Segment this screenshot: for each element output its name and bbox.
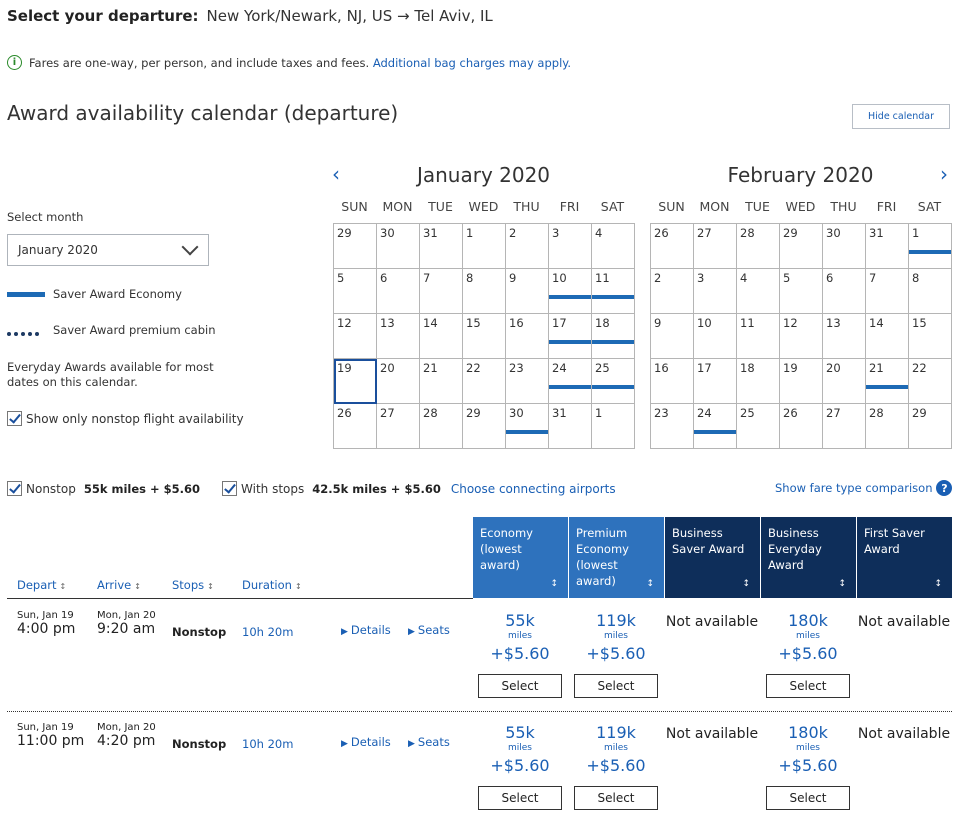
fare-premium-economy xyxy=(569,612,663,664)
sort-depart[interactable] xyxy=(17,578,66,592)
prev-month-icon[interactable]: ‹ xyxy=(332,162,340,186)
col-business-everyday-label: Business Everyday Award xyxy=(768,526,822,572)
fare-tax: +$5.60 xyxy=(586,756,646,775)
sort-depart-label: Depart xyxy=(17,578,57,592)
month-select[interactable] xyxy=(7,234,209,266)
calendar-day-number: 12 xyxy=(783,316,798,330)
calendar-day-number: 27 xyxy=(826,406,841,420)
sort-stops-label: Stops xyxy=(172,578,205,592)
select-premium-button[interactable]: Select xyxy=(574,786,658,810)
route-text: New York/Newark, NJ, US → Tel Aviv, IL xyxy=(206,7,493,25)
calendar-day[interactable] xyxy=(420,314,463,359)
col-premium-economy-label: Premium Economy (lowest award) xyxy=(576,526,629,588)
calendar-heading: Award availability calendar (departure) xyxy=(7,101,399,125)
calendar-day[interactable] xyxy=(651,359,694,404)
calendar-day-number: 2 xyxy=(654,271,662,285)
filter-row xyxy=(7,481,616,496)
departure-label: Select your departure: xyxy=(7,7,199,25)
calendar-day-number: 8 xyxy=(912,271,920,285)
calendar-day-number: 26 xyxy=(783,406,798,420)
details-link[interactable] xyxy=(341,735,391,749)
calendar-day[interactable] xyxy=(909,269,952,314)
dow-label: WED xyxy=(468,199,499,214)
fare-tax: +$5.60 xyxy=(490,756,550,775)
calendar-day-number: 29 xyxy=(783,226,798,240)
caret-right-icon: ▶ xyxy=(408,739,415,749)
dow-label: WED xyxy=(785,199,816,214)
fare-comparison-link[interactable] xyxy=(775,480,952,496)
calendar-day[interactable] xyxy=(909,359,952,404)
select-economy-button[interactable]: Select xyxy=(478,674,562,698)
saver-economy-bar-icon xyxy=(7,292,45,297)
calendar-day[interactable] xyxy=(737,404,780,449)
nonstop-filter-label: Nonstop xyxy=(26,481,76,496)
dow-label: THU xyxy=(513,199,540,214)
caret-right-icon: ▶ xyxy=(341,739,348,749)
sort-icon: ↕ xyxy=(934,579,942,589)
calendar-day[interactable] xyxy=(334,359,377,404)
calendar-day-number: 6 xyxy=(826,271,834,285)
select-month-label: Select month xyxy=(7,210,84,224)
calendar-day-number: 18 xyxy=(595,316,610,330)
calendar-day[interactable] xyxy=(694,359,737,404)
sort-arrive-label: Arrive xyxy=(97,578,132,592)
calendar-day[interactable] xyxy=(866,404,909,449)
flight-row xyxy=(17,610,75,637)
sort-icon: ↕ xyxy=(294,582,302,591)
calendar-day[interactable] xyxy=(909,404,952,449)
details-label: Details xyxy=(350,623,391,637)
calendar-day-number: 7 xyxy=(869,271,877,285)
saver-economy-bar xyxy=(506,430,548,434)
saver-economy-bar xyxy=(549,340,591,344)
calendar-day[interactable] xyxy=(377,314,420,359)
calendar-day-number: 6 xyxy=(380,271,388,285)
calendar-day-number: 28 xyxy=(869,406,884,420)
calendar-day[interactable] xyxy=(463,314,506,359)
dow-label: SAT xyxy=(600,199,625,214)
calendar-day[interactable] xyxy=(549,269,592,314)
caret-right-icon: ▶ xyxy=(341,627,348,637)
sort-icon: ↕ xyxy=(134,582,141,591)
calendar-day[interactable] xyxy=(420,404,463,449)
calendar-day-number: 14 xyxy=(423,316,438,330)
dow-label: SAT xyxy=(917,199,942,214)
select-premium-button[interactable]: Select xyxy=(574,674,658,698)
nonstop-only-checkbox-row[interactable] xyxy=(7,411,244,426)
fare-miles: 119k xyxy=(596,723,636,742)
calendar-day-number: 18 xyxy=(740,361,755,375)
calendar-day-number: 31 xyxy=(869,226,884,240)
calendar-day[interactable] xyxy=(377,224,420,269)
calendar-day-number: 14 xyxy=(869,316,884,330)
duration-value: 10h 20m xyxy=(242,625,294,639)
fare-miles: 119k xyxy=(596,611,636,630)
col-business-everyday[interactable] xyxy=(761,517,856,598)
calendar-day[interactable] xyxy=(592,314,635,359)
saver-economy-bar xyxy=(866,385,908,389)
fare-miles-unit: miles xyxy=(604,743,628,753)
calendar-day-number: 19 xyxy=(337,361,352,375)
caret-right-icon: ▶ xyxy=(408,627,415,637)
calendar-day-number: 24 xyxy=(552,361,567,375)
saver-economy-bar xyxy=(549,385,591,389)
fare-miles-unit: miles xyxy=(508,631,532,641)
calendar-day[interactable] xyxy=(866,224,909,269)
calendar-day-number: 12 xyxy=(337,316,352,330)
dow-label: TUE xyxy=(428,199,453,214)
calendar-day-number: 22 xyxy=(466,361,481,375)
fare-miles-unit: miles xyxy=(604,631,628,641)
fare-economy xyxy=(473,724,567,776)
calendar-day[interactable] xyxy=(463,404,506,449)
arrive-time: 9:20 am xyxy=(97,621,156,637)
arrive-date: Mon, Jan 20 xyxy=(97,722,156,733)
calendar-day-number: 10 xyxy=(552,271,567,285)
calendar-day-number: 28 xyxy=(740,226,755,240)
sort-stops[interactable] xyxy=(172,578,214,592)
dow-row-february xyxy=(650,199,951,214)
calendar-day-number: 11 xyxy=(740,316,755,330)
calendar-day-number: 15 xyxy=(466,316,481,330)
nonstop-filter-checkbox[interactable] xyxy=(7,481,22,496)
calendar-day[interactable] xyxy=(823,269,866,314)
fare-miles: 180k xyxy=(788,723,828,742)
fare-tax: +$5.60 xyxy=(778,756,838,775)
calendar-day[interactable] xyxy=(651,269,694,314)
calendar-day[interactable] xyxy=(506,404,549,449)
calendar-day-number: 8 xyxy=(466,271,474,285)
fare-miles-unit: miles xyxy=(796,743,820,753)
calendar-day[interactable] xyxy=(866,359,909,404)
calendar-day[interactable] xyxy=(334,269,377,314)
row-divider xyxy=(7,711,952,712)
calendar-day[interactable] xyxy=(463,359,506,404)
dow-label: FRI xyxy=(559,199,580,214)
depart-date: Sun, Jan 19 xyxy=(17,722,74,733)
col-economy-label: Economy (lowest award) xyxy=(480,526,533,572)
fare-miles-unit: miles xyxy=(508,743,532,753)
calendar-day[interactable] xyxy=(592,404,635,449)
calendar-day[interactable] xyxy=(549,314,592,359)
calendar-day[interactable] xyxy=(334,224,377,269)
info-icon: i xyxy=(7,55,22,70)
saver-economy-bar xyxy=(909,250,951,254)
flight-row xyxy=(17,722,84,749)
calendar-day[interactable] xyxy=(780,359,823,404)
nonstop-filter-value: 55k miles + $5.60 xyxy=(83,481,201,496)
calendar-day-number: 28 xyxy=(423,406,438,420)
calendar-day[interactable] xyxy=(694,314,737,359)
not-available-first-saver: Not available xyxy=(857,726,951,742)
calendar-day[interactable] xyxy=(823,314,866,359)
seats-label: Seats xyxy=(417,735,450,749)
calendar-day-number: 27 xyxy=(697,226,712,240)
calendar-day[interactable] xyxy=(334,404,377,449)
calendar-day-number: 19 xyxy=(783,361,798,375)
calendar-day[interactable] xyxy=(694,224,737,269)
duration-value: 10h 20m xyxy=(242,737,294,751)
calendar-day[interactable] xyxy=(823,224,866,269)
calendar-day[interactable] xyxy=(549,359,592,404)
month-select-value: January 2020 xyxy=(18,243,98,257)
sort-icon: ↕ xyxy=(59,582,67,591)
calendar-day[interactable] xyxy=(420,269,463,314)
fare-tax: +$5.60 xyxy=(490,644,550,663)
calendar-day-number: 29 xyxy=(337,226,352,240)
calendar-day[interactable] xyxy=(866,314,909,359)
details-label: Details xyxy=(350,735,391,749)
select-business-everyday-button[interactable]: Select xyxy=(766,674,850,698)
calendar-day[interactable] xyxy=(377,404,420,449)
nonstop-only-label: Show only nonstop flight availability xyxy=(26,411,244,426)
calendar-day-number: 1 xyxy=(912,226,920,240)
seats-link[interactable] xyxy=(408,623,450,637)
help-icon[interactable]: ? xyxy=(936,480,952,496)
sort-icon: ↕ xyxy=(742,579,750,589)
calendar-day[interactable] xyxy=(780,314,823,359)
saver-premium-dots-icon xyxy=(7,324,45,336)
calendar-day-number: 23 xyxy=(654,406,669,420)
calendar-grid-january xyxy=(333,223,635,449)
calendar-day-number: 30 xyxy=(380,226,395,240)
calendar-day[interactable] xyxy=(780,404,823,449)
calendar-day-number: 20 xyxy=(826,361,841,375)
calendar-day-number: 13 xyxy=(826,316,841,330)
fares-note-text: Fares are one-way, per person, and include taxes and fees. xyxy=(29,55,370,70)
calendar-day[interactable] xyxy=(737,224,780,269)
calendar-day[interactable] xyxy=(420,359,463,404)
calendar-day-number: 21 xyxy=(869,361,884,375)
col-business-saver-label: Business Saver Award xyxy=(672,526,745,556)
calendar-day[interactable] xyxy=(909,314,952,359)
calendar-grid-february xyxy=(650,223,952,449)
depart-time: 4:00 pm xyxy=(17,621,76,637)
calendar-day[interactable] xyxy=(506,224,549,269)
calendar-day-number: 15 xyxy=(912,316,927,330)
nonstop-only-checkbox[interactable] xyxy=(7,411,22,426)
fare-miles: 55k xyxy=(505,611,535,630)
calendar-day-number: 31 xyxy=(423,226,438,240)
calendar-day-number: 9 xyxy=(654,316,662,330)
calendar-day-number: 13 xyxy=(380,316,395,330)
calendar-day-number: 4 xyxy=(740,271,748,285)
calendar-day[interactable] xyxy=(909,224,952,269)
calendar-day-number: 3 xyxy=(552,226,560,240)
dow-label: SUN xyxy=(658,199,685,214)
calendar-day[interactable] xyxy=(592,359,635,404)
calendar-day[interactable] xyxy=(651,404,694,449)
calendar-day-number: 1 xyxy=(595,406,603,420)
fare-miles: 55k xyxy=(505,723,535,742)
select-economy-button[interactable]: Select xyxy=(478,786,562,810)
calendar-day[interactable] xyxy=(592,269,635,314)
calendar-day[interactable] xyxy=(463,224,506,269)
calendar-day-number: 26 xyxy=(654,226,669,240)
calendar-day-number: 1 xyxy=(466,226,474,240)
dow-label: MON xyxy=(699,199,730,214)
calendar-day-number: 20 xyxy=(380,361,395,375)
calendar-day[interactable] xyxy=(506,359,549,404)
calendar-day-number: 16 xyxy=(654,361,669,375)
with-stops-filter-value: 42.5k miles + $5.60 xyxy=(312,481,441,496)
not-available-first-saver: Not available xyxy=(857,614,951,630)
dow-label: FRI xyxy=(876,199,897,214)
hide-calendar-button[interactable]: Hide calendar xyxy=(852,104,950,129)
chevron-down-icon xyxy=(182,238,199,255)
calendar-day-number: 26 xyxy=(337,406,352,420)
everyday-note: Everyday Awards available for most dates on this calendar. xyxy=(7,360,214,389)
saver-economy-bar xyxy=(592,295,634,299)
seats-link[interactable] xyxy=(408,735,450,749)
legend-saver-premium-label: Saver Award premium cabin xyxy=(53,323,216,337)
month-title-january: January 2020 xyxy=(416,163,551,187)
calendar-day[interactable] xyxy=(377,359,420,404)
dow-label: SUN xyxy=(341,199,368,214)
details-link[interactable] xyxy=(341,623,391,637)
calendar-day[interactable] xyxy=(506,269,549,314)
arrive-cell xyxy=(97,722,156,749)
arrive-cell xyxy=(97,610,156,637)
saver-economy-bar xyxy=(592,340,634,344)
fare-tax: +$5.60 xyxy=(778,644,838,663)
saver-economy-bar xyxy=(694,430,736,434)
sort-icon: ↕ xyxy=(838,579,846,589)
calendar-day-number: 27 xyxy=(380,406,395,420)
calendar-day-number: 9 xyxy=(509,271,517,285)
calendar-day[interactable] xyxy=(780,269,823,314)
saver-economy-bar xyxy=(592,385,634,389)
dow-label: MON xyxy=(382,199,413,214)
calendar-day[interactable] xyxy=(737,359,780,404)
calendar-day[interactable] xyxy=(823,404,866,449)
calendar-day-number: 30 xyxy=(509,406,524,420)
calendar-day[interactable] xyxy=(463,269,506,314)
calendar-day-number: 4 xyxy=(595,226,603,240)
stops-value: Nonstop xyxy=(172,625,227,639)
calendar-day-number: 21 xyxy=(423,361,438,375)
connecting-airports-link[interactable]: Choose connecting airports xyxy=(450,481,616,496)
not-available-business-saver: Not available xyxy=(665,614,759,630)
calendar-day-number: 16 xyxy=(509,316,524,330)
calendar-day[interactable] xyxy=(651,224,694,269)
calendar-day[interactable] xyxy=(420,224,463,269)
calendar-day[interactable] xyxy=(694,404,737,449)
calendar-day[interactable] xyxy=(823,359,866,404)
fare-miles: 180k xyxy=(788,611,828,630)
sort-arrive[interactable] xyxy=(97,578,141,592)
legend-saver-economy xyxy=(7,287,182,301)
with-stops-filter-label: With stops xyxy=(241,481,305,496)
sort-icon: ↕ xyxy=(646,579,654,589)
arrive-date: Mon, Jan 20 xyxy=(97,610,156,621)
calendar-day-number: 5 xyxy=(337,271,345,285)
col-business-saver[interactable] xyxy=(665,517,760,598)
fare-tax: +$5.60 xyxy=(586,644,646,663)
calendar-day-number: 24 xyxy=(697,406,712,420)
calendar-day-number: 17 xyxy=(552,316,567,330)
calendar-day[interactable] xyxy=(866,269,909,314)
fare-business-everyday xyxy=(761,612,855,664)
calendar-day-number: 25 xyxy=(740,406,755,420)
calendar-day-number: 5 xyxy=(783,271,791,285)
calendar-day[interactable] xyxy=(334,314,377,359)
calendar-day[interactable] xyxy=(780,224,823,269)
page-title xyxy=(7,7,493,25)
calendar-day-number: 29 xyxy=(912,406,927,420)
sort-duration-label: Duration xyxy=(242,578,292,592)
fares-note xyxy=(7,55,571,70)
calendar-day[interactable] xyxy=(592,224,635,269)
dow-label: THU xyxy=(830,199,857,214)
with-stops-filter-checkbox[interactable] xyxy=(222,481,237,496)
saver-economy-bar xyxy=(549,295,591,299)
calendar-day[interactable] xyxy=(549,404,592,449)
calendar-day-number: 30 xyxy=(826,226,841,240)
calendar-day[interactable] xyxy=(651,314,694,359)
calendar-day-number: 17 xyxy=(697,361,712,375)
calendar-day[interactable] xyxy=(694,269,737,314)
legend-saver-premium xyxy=(7,323,216,337)
calendar-day[interactable] xyxy=(737,314,780,359)
arrive-time: 4:20 pm xyxy=(97,733,156,749)
calendar-day-number: 31 xyxy=(552,406,567,420)
depart-date: Sun, Jan 19 xyxy=(17,610,74,621)
calendar-day-number: 25 xyxy=(595,361,610,375)
calendar-day-number: 10 xyxy=(697,316,712,330)
calendar-day-number: 2 xyxy=(509,226,517,240)
legend-saver-economy-label: Saver Award Economy xyxy=(53,287,182,301)
calendar-day-number: 29 xyxy=(466,406,481,420)
col-first-saver[interactable] xyxy=(857,517,952,598)
fare-miles-unit: miles xyxy=(796,631,820,641)
depart-time: 11:00 pm xyxy=(17,733,85,749)
col-premium-economy[interactable] xyxy=(569,517,664,598)
dow-label: TUE xyxy=(745,199,770,214)
bag-charges-link[interactable]: Additional bag charges may apply. xyxy=(372,55,572,70)
next-month-icon[interactable]: › xyxy=(940,162,948,186)
calendar-day-number: 22 xyxy=(912,361,927,375)
sort-duration[interactable] xyxy=(242,578,302,592)
calendar-day[interactable] xyxy=(506,314,549,359)
month-title-february: February 2020 xyxy=(727,163,874,187)
calendar-day-number: 7 xyxy=(423,271,431,285)
stops-value: Nonstop xyxy=(172,737,227,751)
fare-business-everyday xyxy=(761,724,855,776)
seats-label: Seats xyxy=(417,623,450,637)
calendar-day[interactable] xyxy=(737,269,780,314)
header-divider xyxy=(7,598,473,599)
sort-icon: ↕ xyxy=(207,582,214,591)
fare-premium-economy xyxy=(569,724,663,776)
not-available-business-saver: Not available xyxy=(665,726,759,742)
select-business-everyday-button[interactable]: Select xyxy=(766,786,850,810)
calendar-day-number: 3 xyxy=(697,271,705,285)
sort-icon: ↕ xyxy=(550,579,558,589)
calendar-day-number: 23 xyxy=(509,361,524,375)
calendar-day[interactable] xyxy=(549,224,592,269)
dow-row-january xyxy=(333,199,634,214)
col-first-saver-label: First Saver Award xyxy=(864,526,925,556)
calendar-day-number: 11 xyxy=(595,271,610,285)
col-economy[interactable] xyxy=(473,517,568,598)
fare-economy xyxy=(473,612,567,664)
calendar-day[interactable] xyxy=(377,269,420,314)
fare-comparison-label: Show fare type comparison xyxy=(775,481,933,495)
